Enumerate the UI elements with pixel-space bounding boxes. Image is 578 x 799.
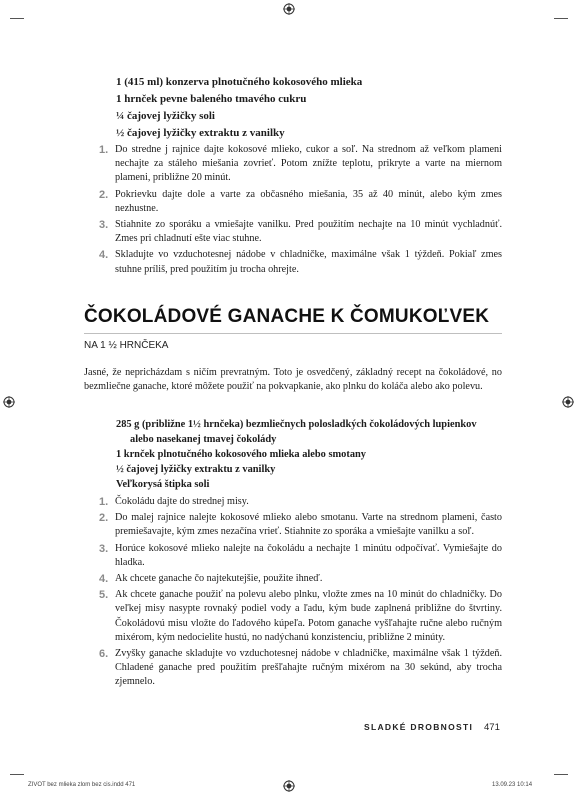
running-footer-section: SLADKÉ DROBNOSTI [364, 722, 474, 732]
registration-mark-top [283, 3, 295, 15]
step-number: 2. [99, 188, 109, 201]
step-item [99, 542, 502, 570]
step-text: Skladujte vo vzduchotesnej nádobe v chladničke, maximálne však 1 týždeň. Pokiaľ zmes stuhne príliš, pred použitím ju trocha ohrejte. [115, 249, 502, 275]
step-text: Stiahnite zo sporáku a vmiešajte vanilku. Pred použitím nechajte na 10 minút vychladnúť. Zmes pri chladnutí ešte viac stuhne. [115, 219, 502, 245]
recipe-intro: Jasné, že nepricházdam s ničím prevratným. Toto je osvedčený, základný recept na čokoládové, no bezmliečne ganache, ktoré môžete použiť na pokvapkanie, ako plnku do koláča alebo ako polevu. [84, 367, 502, 393]
step-item [99, 218, 502, 246]
registration-mark-bottom [283, 780, 295, 792]
crop-mark [554, 18, 568, 19]
step-text: Horúce kokosové mlieko nalejte na čokoládu a nechajte 1 minútu odpočívať. Vymiešajte do hladka. [115, 542, 502, 568]
step-text: Čokoládu dajte do strednej misy. [115, 496, 249, 507]
ingredient-line: ½ čajovej lyžičky extraktu z vanilky [116, 127, 285, 139]
step-item [99, 588, 502, 645]
step-number: 3. [99, 219, 109, 232]
recipe2-ingredients [116, 417, 506, 492]
registration-mark-right [562, 396, 574, 408]
crop-mark [10, 18, 24, 19]
crop-mark [554, 774, 568, 775]
ingredient-line-continuation: alebo nasekanej tmavej čokolády [130, 434, 277, 445]
crop-mark [10, 774, 24, 775]
step-number: 5. [99, 589, 109, 602]
ingredient-line: Veľkorysá štipka soli [116, 479, 210, 490]
step-item [99, 188, 502, 216]
ingredient-line: 1 krnček plnotučného kokosového mlieka alebo smotany [116, 449, 366, 460]
ingredient-line: 1 (415 ml) konzerva plnotučného kokosového mlieka [116, 76, 363, 88]
ingredient-line: ¼ čajovej lyžičky soli [116, 110, 215, 122]
print-slug-file: ZIVOT bez mlieka zlom bez cis.indd 471 [28, 782, 136, 788]
step-text: Ak chcete ganache použiť na polevu alebo plnku, vložte zmes na 10 minút do chladničky. Do veľkej misy nasypte rovnaký podiel vody a ľadu, kým bude zaplnená približne do štvrtiny. Čokoládovú misu vložte do ľadového kúpeľa. Potom ganache vyšľahajte ručne alebo ručným mixérom, kým nedocielite hustú, no nadýchanú konzistenciu, približne 2 minúty. [115, 589, 502, 643]
step-number: 4. [99, 573, 109, 586]
ingredient-line: ½ čajovej lyžičky extraktu z vanilky [116, 464, 276, 475]
step-text: Pokrievku dajte dole a varte za občasného miešania, 35 až 40 minút, alebo kým zmes nezhustne. [115, 188, 502, 214]
step-item [99, 647, 502, 690]
step-text: Ak chcete ganache čo najtekutejšie, použite ihneď. [115, 573, 323, 585]
step-text: Do malej rajnice nalejte kokosové mlieko alebo smotanu. Varte na strednom plameni, často premiešavajte, kým zmes nezačína vrieť. Stiahnite zo sporáka a vmiešajte vanilku a soľ. [115, 512, 502, 538]
step-item [99, 495, 502, 509]
page-number: 471 [484, 722, 500, 733]
recipe-yield: NA 1 ½ HRNČEKA [84, 340, 169, 351]
step-number: 2. [99, 512, 109, 525]
step-number: 1. [99, 144, 109, 156]
recipe1-steps [99, 143, 502, 279]
recipe1-ingredients [116, 74, 496, 142]
step-item [99, 143, 502, 186]
step-number: 4. [99, 249, 109, 262]
print-slug-date: 13.09.23 10:14 [492, 782, 533, 788]
recipe-title: ČOKOLÁDOVÉ GANACHE K ČOMUKOĽVEK [84, 306, 490, 327]
step-item [99, 572, 502, 586]
step-item [99, 248, 502, 276]
step-item [99, 511, 502, 539]
registration-mark-left [3, 396, 15, 408]
step-number: 1. [99, 496, 109, 508]
ingredient-line: 1 hrnček pevne baleného tmavého cukru [116, 93, 307, 105]
step-number: 6. [99, 648, 109, 661]
step-text: Do stredne j rajnice dajte kokosové mlieko, cukor a soľ. Na strednom až veľkom plameni nechajte za stáleho miešania zovrieť. Potom znížte teplotu, prikryte a varte na miernom plameni, približne 20 minút. [115, 144, 502, 184]
recipe2-steps [99, 495, 502, 692]
step-text: Zvyšky ganache skladujte vo vzduchotesnej nádobe v chladničke, maximálne však 1 týždeň. Chladené ganache pred použitím prešľahajte ručným mixérom na 30 sekúnd, aby trocha zjemnelo. [115, 648, 502, 688]
step-number: 3. [99, 542, 109, 555]
title-divider [84, 333, 502, 334]
ingredient-line: 285 g (približne 1½ hrnčeka) bezmliečnych polosladkých čokoládových lupienkov [116, 419, 477, 430]
